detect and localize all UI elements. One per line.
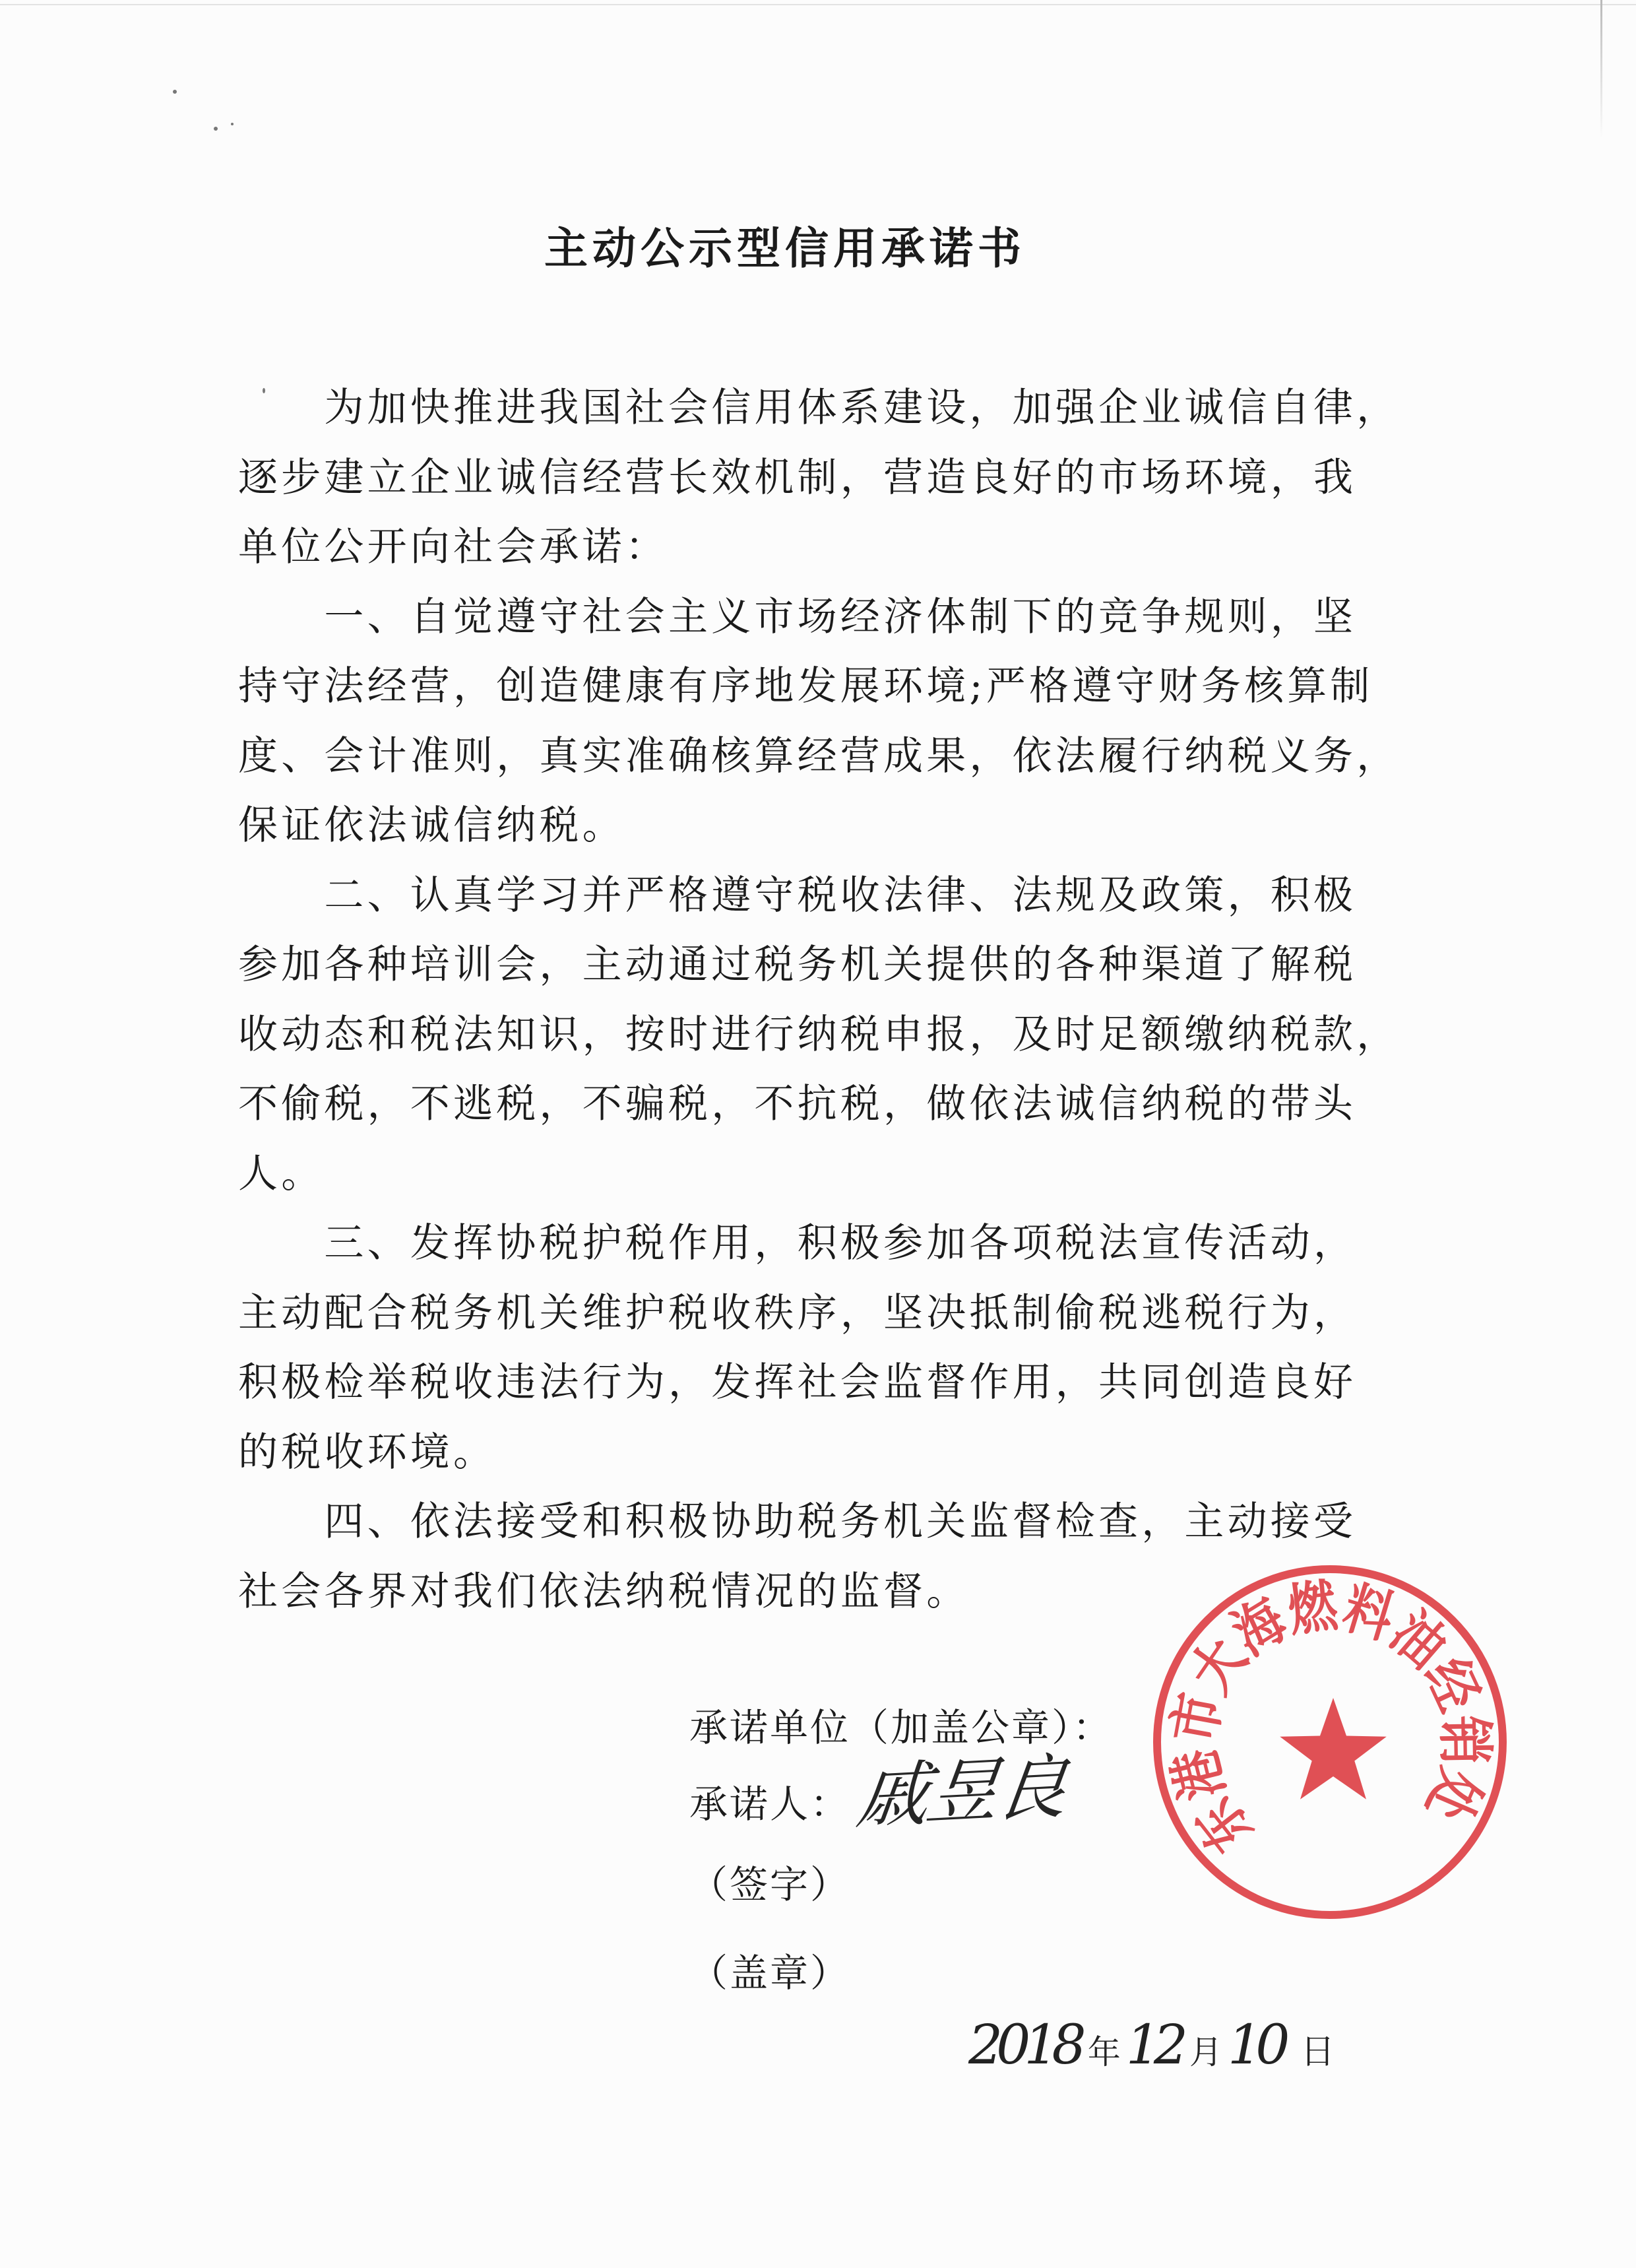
body-line: 一、自觉遵守社会主义市场经济体制下的竞争规则，坚: [324, 593, 1357, 640]
body-line: 为加快推进我国社会信用体系建设，加强企业诚信自律，: [324, 385, 1400, 431]
scan-speck: [231, 123, 234, 125]
date-year: 2018: [968, 2014, 1080, 2077]
body-line: 社会各界对我们依法纳税情况的监督。: [238, 1568, 970, 1615]
scan-top-edge: [0, 4, 1636, 5]
body-line: 度、会计准则，真实准确核算经营成果，依法履行纳税义务，: [238, 732, 1400, 779]
date-day: 10: [1228, 2014, 1284, 2077]
paragraph-item-2: [238, 861, 1492, 1210]
handwritten-date: [968, 1999, 1335, 2092]
body-line: 收动态和税法知识，按时进行纳税申报，及时足额缴纳税款，: [238, 1011, 1400, 1058]
seal-hint-label: （盖章）: [689, 1951, 851, 1995]
official-seal: [1132, 1544, 1528, 1940]
stamp-text-path: 东港市大海燃料油经销处: [1159, 1571, 1498, 1865]
body-line: 二、认真学习并严格遵守税收法律、法规及政策，积极: [324, 872, 1357, 919]
committing-person-label: 承诺人：: [689, 1782, 851, 1827]
body-line: 四、依法接受和积极协助税务机关监督检查，主动接受: [324, 1499, 1357, 1545]
body-line: 人。: [238, 1150, 325, 1197]
date-day-unit: 日: [1300, 2032, 1335, 2072]
stamp-star-icon: [1280, 1698, 1387, 1799]
body-line: 的税收环境。: [238, 1429, 497, 1475]
paragraph-item-3: [238, 1209, 1492, 1487]
body-line: 保证依法诚信纳税。: [238, 802, 625, 849]
scan-speck: [173, 90, 177, 94]
paragraph-intro: [238, 373, 1492, 583]
date-month-unit: 月: [1189, 2033, 1223, 2071]
body-line: 主动配合税务机关维护税收秩序，坚决抵制偷税逃税行为，: [238, 1289, 1357, 1336]
handwritten-signature: 戚昱良: [852, 1745, 1071, 1839]
body-line: 持守法经营，创造健康有序地发展环境;严格遵守财务核算制: [238, 663, 1373, 709]
document-body: [238, 373, 1492, 1627]
body-line: 单位公开向社会承诺：: [238, 524, 668, 570]
committing-unit-label: 承诺单位（加盖公章）：: [689, 1705, 1114, 1750]
paragraph-item-1: [238, 583, 1492, 861]
body-line: 参加各种培训会，主动通过税务机关提供的各种渠道了解税: [238, 942, 1357, 988]
body-line: 不偷税，不逃税，不骗税，不抗税，做依法诚信纳税的带头: [238, 1081, 1357, 1127]
body-line: 逐步建立企业诚信经营长效机制，营造良好的市场环境，我: [238, 454, 1357, 501]
date-year-unit: 年: [1087, 2033, 1121, 2071]
signature-hint-label: （签字）: [689, 1862, 851, 1907]
body-line: 积极检举税收违法行为，发挥社会监督作用，共同创造良好: [238, 1359, 1357, 1406]
body-line: 三、发挥协税护税作用，积极参加各项税法宣传活动，: [324, 1220, 1357, 1266]
scan-speck: [214, 127, 218, 131]
date-month: 12: [1125, 2014, 1182, 2077]
document-title: 主动公示型信用承诺书: [544, 222, 1026, 274]
scan-right-edge: [1600, 0, 1602, 139]
